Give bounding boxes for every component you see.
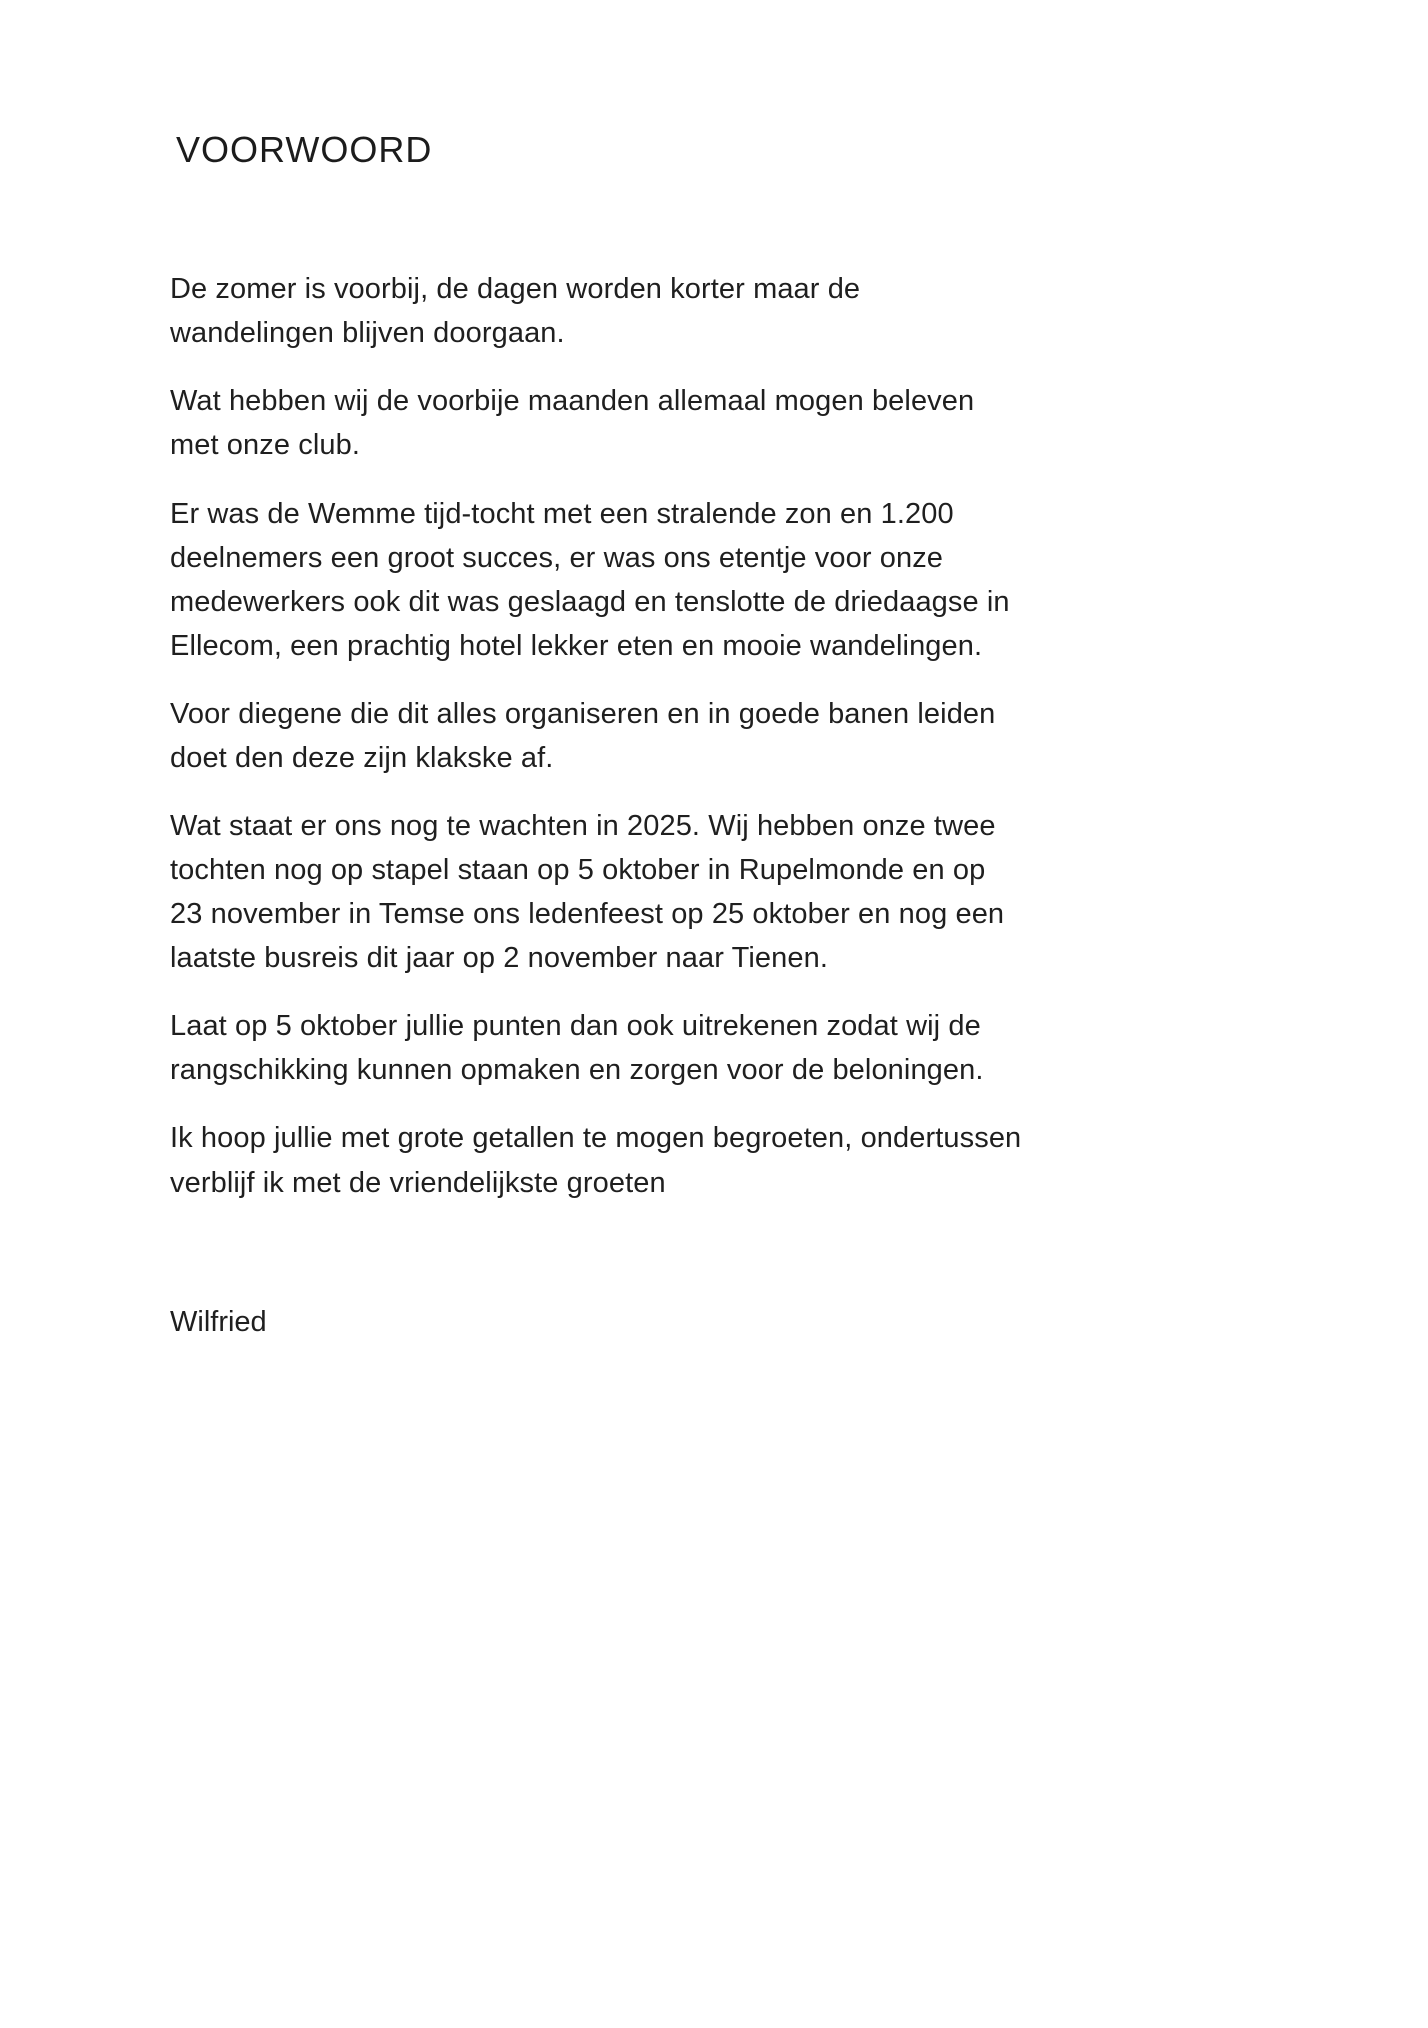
paragraph: Wat hebben wij de voorbije maanden allemaal mogen beleven met onze club.: [170, 385, 975, 462]
paragraph: Wat staat er ons nog te wachten in 2025. Wij hebben onze twee tochten nog op stapel staan op 5 oktober in Rupelmonde en op 23 november in Temse ons ledenfeest op 25 oktober en nog een laatste busreis dit jaar op 2 november naar Tienen.: [170, 809, 1005, 975]
paragraph: Laat op 5 oktober jullie punten dan ook uitrekenen zodat wij de rangschikking kunnen opmaken en zorgen voor de beloningen.: [170, 1010, 984, 1087]
paragraph: De zomer is voorbij, de dagen worden korter maar de wandelingen blijven doorgaan.: [170, 273, 861, 350]
paragraph: Voor diegene die dit alles organiseren en in goede banen leiden doet den deze zijn klakske af.: [170, 697, 996, 774]
document-body: [170, 267, 1022, 1344]
signature: Wilfried: [170, 1305, 267, 1338]
paragraph: Ik hoop jullie met grote getallen te mogen begroeten, ondertussen verblijf ik met de vriendelijkste groeten: [170, 1122, 1022, 1199]
paragraph: Er was de Wemme tijd-tocht met een stralende zon en 1.200 deelnemers een groot succes, er was ons etentje voor onze medewerkers ook dit was geslaagd en tenslotte de driedaagse in Ellecom, een prachtig hotel lekker eten en mooie wandelingen.: [170, 497, 1010, 662]
page-title: VOORWOORD: [176, 129, 433, 170]
